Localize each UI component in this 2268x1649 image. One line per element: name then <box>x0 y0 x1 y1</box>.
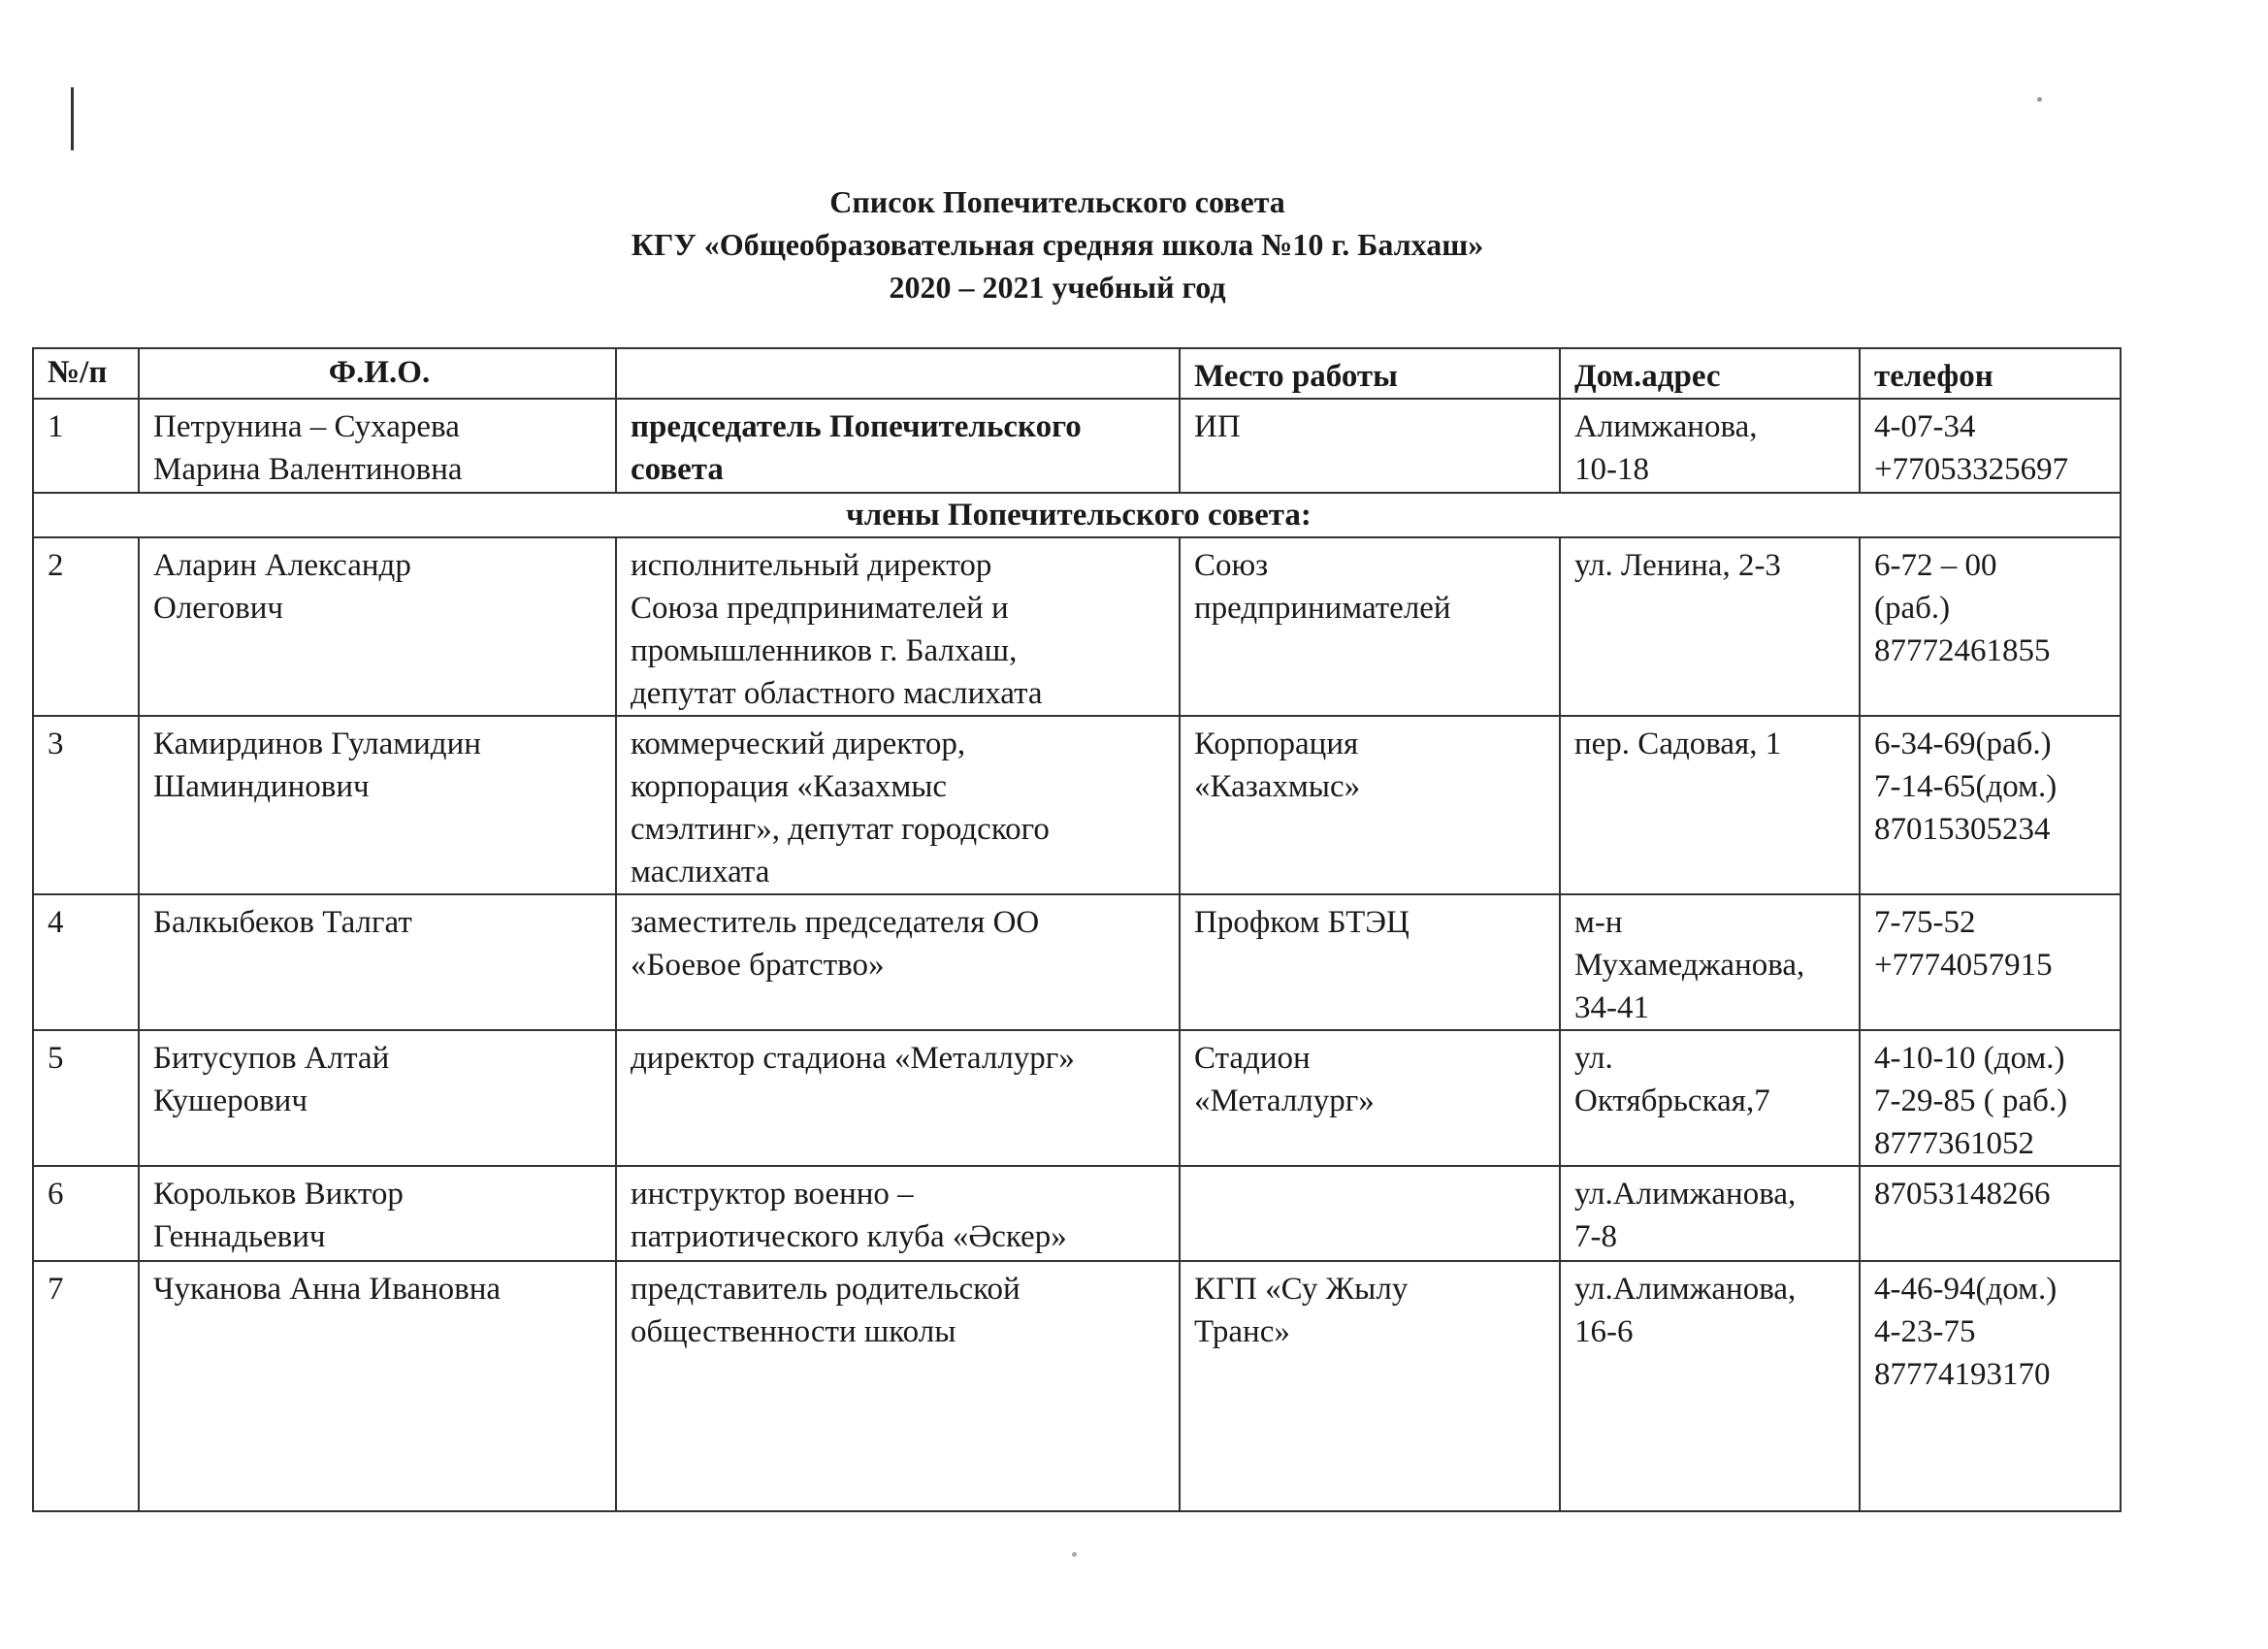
cell-phone: 4-10-10 (дом.) 7-29-85 ( раб.) 8777361052 <box>1860 1030 2121 1166</box>
document-title <box>0 180 2115 308</box>
cell-num: 6 <box>33 1166 139 1261</box>
cell-work: ИП <box>1180 399 1560 493</box>
members-section-row <box>33 493 2121 537</box>
scan-speck <box>1072 1552 1077 1557</box>
cell-work: КГП «Су Жылу Транс» <box>1180 1261 1560 1511</box>
table-row-chair <box>33 399 2121 493</box>
header-num: №/п <box>33 348 139 399</box>
cell-phone: 7-75-52 +7774057915 <box>1860 894 2121 1030</box>
header-position <box>616 348 1180 399</box>
cell-num: 7 <box>33 1261 139 1511</box>
header-name: Ф.И.О. <box>139 348 616 399</box>
cell-num: 1 <box>33 399 139 493</box>
cell-position: исполнительный директор Союза предпринимателей и промышленников г. Балхаш, депутат областного маслихата <box>616 537 1180 716</box>
table-row <box>33 894 2121 1030</box>
title-line-3: 2020 – 2021 учебный год <box>889 270 1226 305</box>
title-line-1: Список Попечительского совета <box>829 184 1285 219</box>
cell-name: Балкыбеков Талгат <box>139 894 616 1030</box>
cell-work <box>1180 1166 1560 1261</box>
cell-position: директор стадиона «Металлург» <box>616 1030 1180 1166</box>
cell-name: Аларин Александр Олегович <box>139 537 616 716</box>
cell-position: заместитель председателя ОО «Боевое братство» <box>616 894 1180 1030</box>
cell-address: ул.Алимжанова, 7-8 <box>1560 1166 1860 1261</box>
cell-address: ул.Алимжанова, 16-6 <box>1560 1261 1860 1511</box>
cell-num: 3 <box>33 716 139 894</box>
cell-address: ул. Ленина, 2-3 <box>1560 537 1860 716</box>
cell-work: Союз предпринимателей <box>1180 537 1560 716</box>
table-row <box>33 1166 2121 1261</box>
cell-work: Стадион «Металлург» <box>1180 1030 1560 1166</box>
members-section-label: члены Попечительского совета: <box>33 493 2121 537</box>
table-row <box>33 1030 2121 1166</box>
cell-phone: 4-07-34 +77053325697 <box>1860 399 2121 493</box>
cell-phone: 6-34-69(раб.) 7-14-65(дом.) 87015305234 <box>1860 716 2121 894</box>
scan-margin-mark <box>71 87 74 150</box>
header-address: Дом.адрес <box>1560 348 1860 399</box>
cell-phone: 4-46-94(дом.) 4-23-75 87774193170 <box>1860 1261 2121 1511</box>
cell-name: Корольков Виктор Геннадьевич <box>139 1166 616 1261</box>
table-row <box>33 1261 2121 1511</box>
cell-num: 2 <box>33 537 139 716</box>
scan-speck <box>2037 97 2042 102</box>
cell-position: коммерческий директор, корпорация «Казахмыс смэлтинг», депутат городского маслихата <box>616 716 1180 894</box>
cell-name: Камирдинов Гуламидин Шаминдинович <box>139 716 616 894</box>
cell-work: Корпорация «Казахмыс» <box>1180 716 1560 894</box>
cell-address: пер. Садовая, 1 <box>1560 716 1860 894</box>
cell-name: Петрунина – Сухарева Марина Валентиновна <box>139 399 616 493</box>
cell-position: представитель родительской общественности школы <box>616 1261 1180 1511</box>
cell-name: Чуканова Анна Ивановна <box>139 1261 616 1511</box>
cell-address: Алимжанова, 10-18 <box>1560 399 1860 493</box>
cell-position: инструктор военно – патриотического клуба «Әскер» <box>616 1166 1180 1261</box>
header-work: Место работы <box>1180 348 1560 399</box>
table-row <box>33 716 2121 894</box>
cell-name: Битусупов Алтай Кушерович <box>139 1030 616 1166</box>
cell-position: председатель Попечительского совета <box>616 399 1180 493</box>
table-row <box>33 537 2121 716</box>
title-line-2: КГУ «Общеобразовательная средняя школа №10 г. Балхаш» <box>631 227 1484 262</box>
cell-work: Профком БТЭЦ <box>1180 894 1560 1030</box>
board-members-table <box>32 347 2122 1512</box>
cell-num: 5 <box>33 1030 139 1166</box>
table-header-row <box>33 348 2121 399</box>
cell-address: ул. Октябрьская,7 <box>1560 1030 1860 1166</box>
header-phone: телефон <box>1860 348 2121 399</box>
cell-address: м-н Мухамеджанова, 34-41 <box>1560 894 1860 1030</box>
cell-phone: 6-72 – 00 (раб.) 87772461855 <box>1860 537 2121 716</box>
cell-num: 4 <box>33 894 139 1030</box>
cell-phone: 87053148266 <box>1860 1166 2121 1261</box>
